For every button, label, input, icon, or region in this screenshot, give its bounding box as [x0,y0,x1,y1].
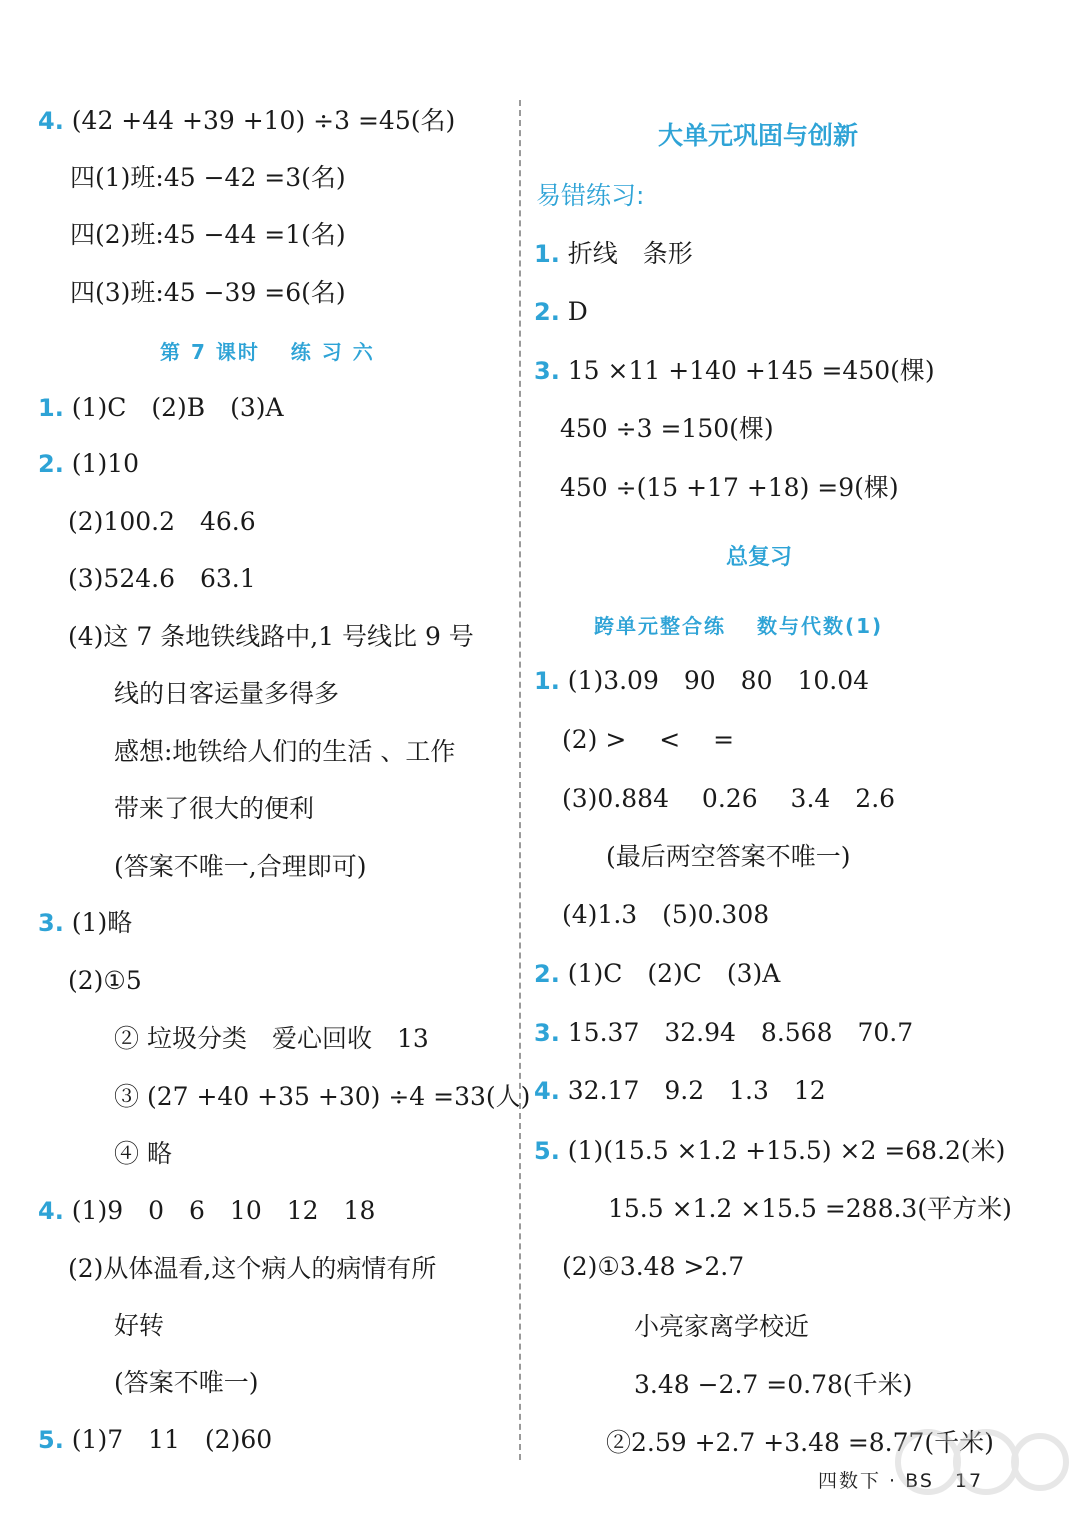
p1-line: 1. (1)C (2)B (3)A [38,393,284,422]
p2-line4: (4)这 7 条地铁线路中,1 号线比 9 号 [68,622,474,651]
r2-number: 2. [534,960,560,988]
r1-line5: (4)1.3 (5)0.308 [562,900,770,929]
p5-line1: 5. (1)7 11 (2)60 [38,1425,273,1454]
r5-line3: (2)①3.48 >2.7 [562,1252,745,1281]
review-heading: 总复习 [726,545,793,570]
p4-number: 4. [38,1197,64,1225]
p3-line2: (2)①5 [68,966,142,995]
p3-line1: 3. (1)略 [38,908,133,937]
p2-line2: (2)100.2 46.6 [68,507,256,536]
p1-number: 1. [38,394,64,422]
p2-number: 2. [38,450,64,478]
easy-wrong-label: 易错练习: [536,181,645,210]
r1-line1: 1. (1)3.09 90 80 10.04 [534,666,870,695]
q4-line2: 四(1)班:45 −42 =3(名) [70,163,346,192]
e3-line2: 450 ÷3 =150(棵) [560,414,774,443]
e2-number: 2. [534,298,560,326]
r5-line5: 3.48 −2.7 =0.78(千米) [634,1370,913,1399]
cross-unit-heading: 跨单元整合练 数与代数(1) [594,614,884,638]
q4-number: 4. [38,107,64,135]
p3-line4: ③ (27 +40 +35 +30) ÷4 =33(人) [114,1082,531,1111]
p3-number: 3. [38,909,64,937]
p4-line3: 好转 [114,1311,165,1340]
r3-line: 3. 15.37 32.94 8.568 70.7 [534,1018,914,1047]
p3-line3: ② 垃圾分类 爱心回收 13 [114,1024,429,1053]
column-divider [519,100,521,1460]
r5-line1: 5. (1)(15.5 ×1.2 +15.5) ×2 =68.2(米) [534,1136,1006,1165]
r5-line4: 小亮家离学校近 [634,1312,810,1341]
p3-line5: ④ 略 [114,1139,172,1168]
r1-line4: (最后两空答案不唯一) [606,842,851,871]
r5-line2: 15.5 ×1.2 ×15.5 =288.3(平方米) [608,1194,1012,1223]
e2-line: 2. D [534,297,588,326]
p4-line4: (答案不唯一) [114,1368,259,1397]
p2-line1: 2. (1)10 [38,449,140,478]
p2-line5: 线的日客运量多得多 [114,679,340,708]
r3-number: 3. [534,1019,560,1047]
page-footer: 四数下 · BS 17 [818,1470,984,1492]
p2-line6: 感想:地铁给人们的生活 、工作 [114,737,456,766]
unit-heading: 大单元巩固与创新 [658,121,859,150]
p5-number: 5. [38,1426,64,1454]
r4-number: 4. [534,1077,560,1105]
p2-line7: 带来了很大的便利 [114,794,315,823]
q4-line4: 四(3)班:45 −39 =6(名) [70,278,346,307]
r4-line: 4. 32.17 9.2 1.3 12 [534,1076,826,1105]
r1-number: 1. [534,667,560,695]
q4-line3: 四(2)班:45 −44 =1(名) [70,220,346,249]
p4-line2: (2)从体温看,这个病人的病情有所 [68,1254,437,1283]
r2-line: 2. (1)C (2)C (3)A [534,959,781,988]
e3-line3: 450 ÷(15 +17 +18) =9(棵) [560,473,899,502]
e3-number: 3. [534,357,560,385]
q4-line1: 4. (42 +44 +39 +10) ÷3 =45(名) [38,106,456,135]
r1-line2: (2) > < = [562,725,735,754]
p2-line3: (3)524.6 63.1 [68,564,256,593]
r5-line6: ②2.59 +2.7 +3.48 =8.77(千米) [606,1428,994,1457]
p2-line8: (答案不唯一,合理即可) [114,852,367,881]
e1-number: 1. [534,240,560,268]
r1-line3: (3)0.884 0.26 3.4 2.6 [562,784,896,813]
e1-line: 1. 折线 条形 [534,239,693,268]
lesson7-heading: 第 7 课时 练 习 六 [160,340,375,364]
e3-line1: 3. 15 ×11 +140 +145 =450(棵) [534,356,935,385]
p4-line1: 4. (1)9 0 6 10 12 18 [38,1196,376,1225]
r5-number: 5. [534,1137,560,1165]
watermark-stamp-icon [880,1424,1070,1534]
